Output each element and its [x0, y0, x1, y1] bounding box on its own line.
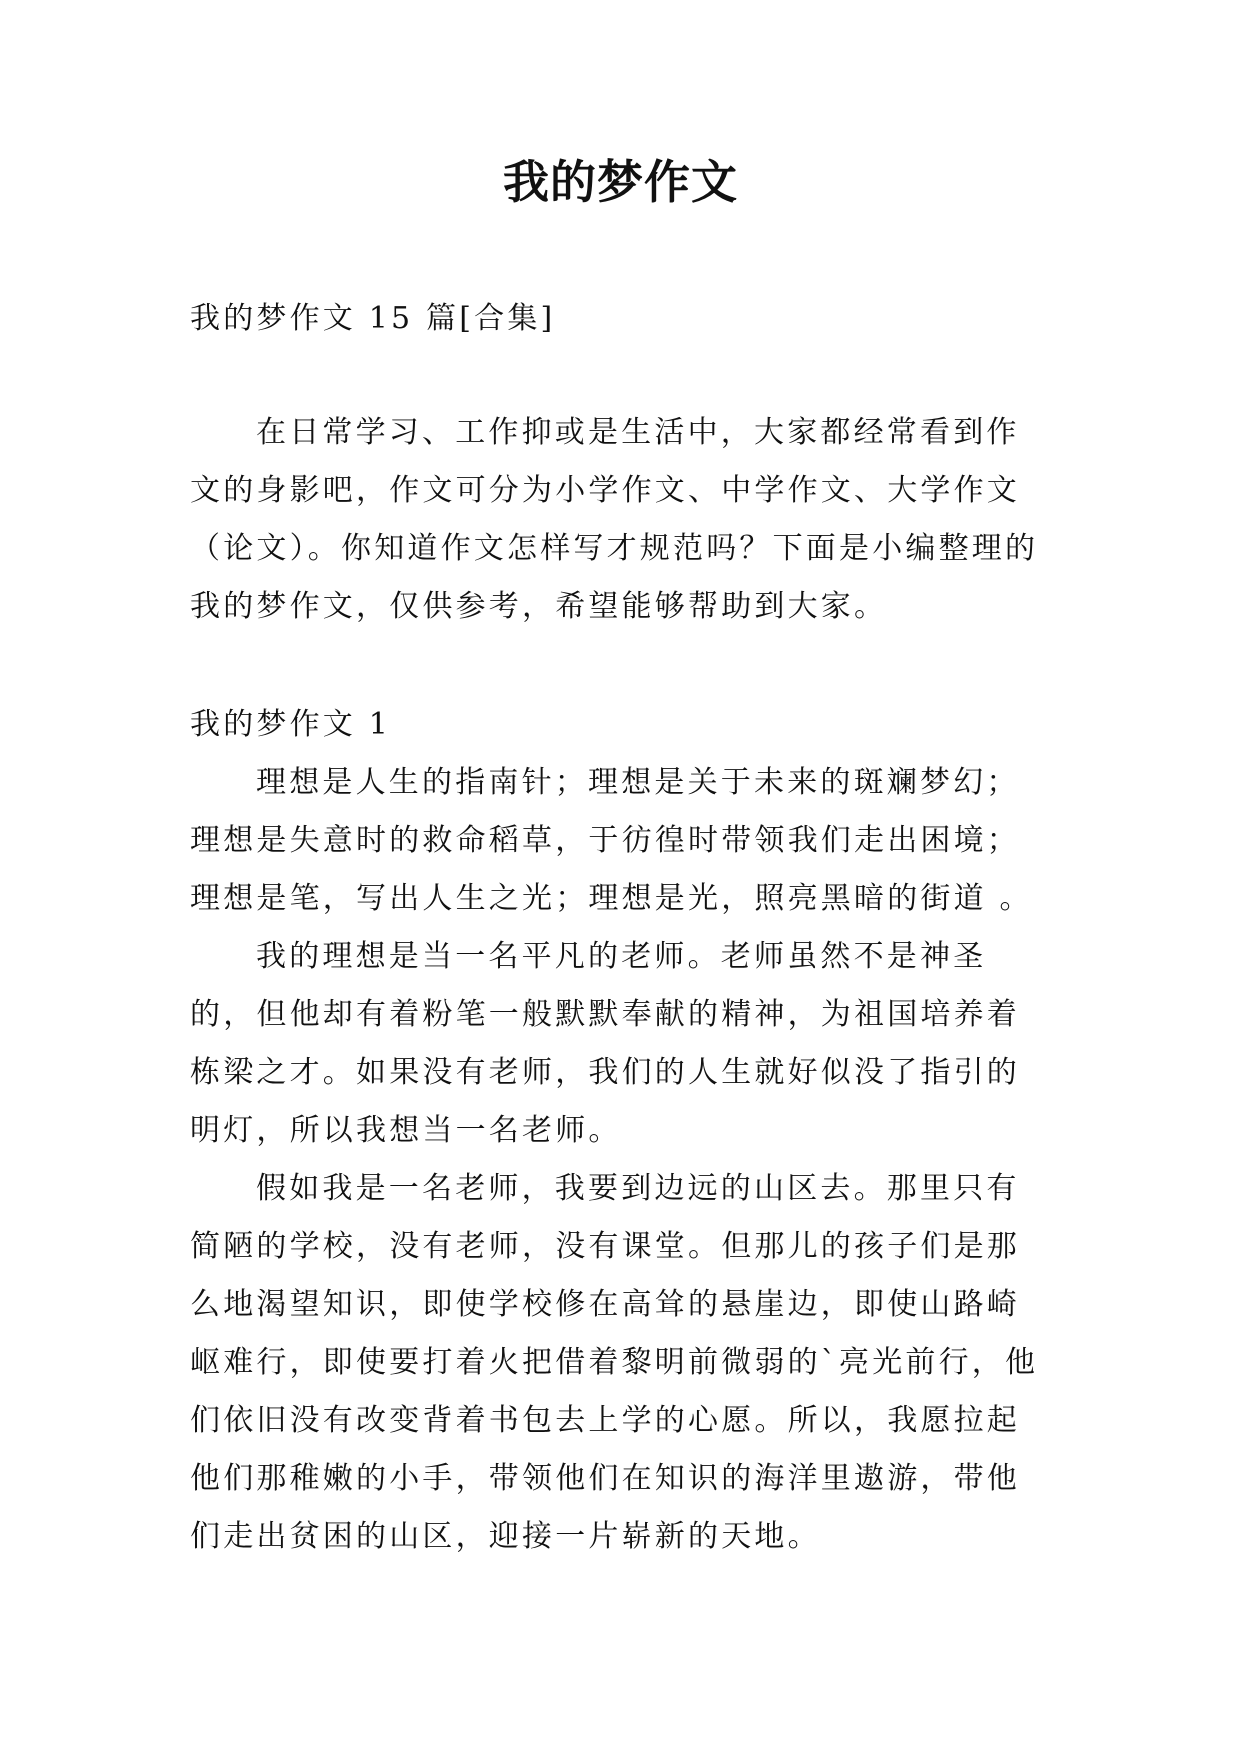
- subtitle-text: 我的梦作文 15 篇[合集]: [190, 301, 556, 336]
- document-title: 我的梦作文: [503, 155, 738, 209]
- section-heading-block: [190, 696, 1050, 754]
- intro-paragraph: 在日常学习、工作抑或是生活中，大家都经常看到作文的身影吧，作文可分为小学作文、中学作文、大学作文（论文）。你知道作文怎样写才规范吗？下面是小编整理的我的梦作文，仅供参考，希望能够帮助到大家。: [190, 415, 1039, 624]
- section-body: [190, 754, 1050, 1566]
- body-paragraph: 我的理想是当一名平凡的老师。老师虽然不是神圣的，但他却有着粉笔一般默默奉献的精神，为祖国培养着栋梁之才。如果没有老师，我们的人生就好似没了指引的明灯，所以我想当一名老师。: [190, 939, 1020, 1148]
- section-heading: 我的梦作文 1: [190, 707, 392, 742]
- document-subtitle: [190, 290, 1050, 348]
- body-paragraph: 假如我是一名老师，我要到边远的山区去。那里只有简陋的学校，没有老师，没有课堂。但那儿的孩子们是那么地渴望知识，即使学校修在高耸的悬崖边，即使山路崎岖难行，即使要打着火把借着黎明前微弱的`亮光前行，他们依旧没有改变背着书包去上学的心愿。所以，我愿拉起他们那稚嫩的小手，带领他们在知识的海洋里遨游，带他们走出贫困的山区，迎接一片崭新的天地。: [190, 1171, 1039, 1554]
- body-paragraph: 理想是人生的指南针；理想是关于未来的斑斓梦幻；理想是失意时的救命稻草，于彷徨时带领我们走出困境；理想是笔，写出人生之光；理想是光，照亮黑暗的街道 。: [190, 765, 1033, 916]
- intro-paragraph-block: [190, 404, 1050, 636]
